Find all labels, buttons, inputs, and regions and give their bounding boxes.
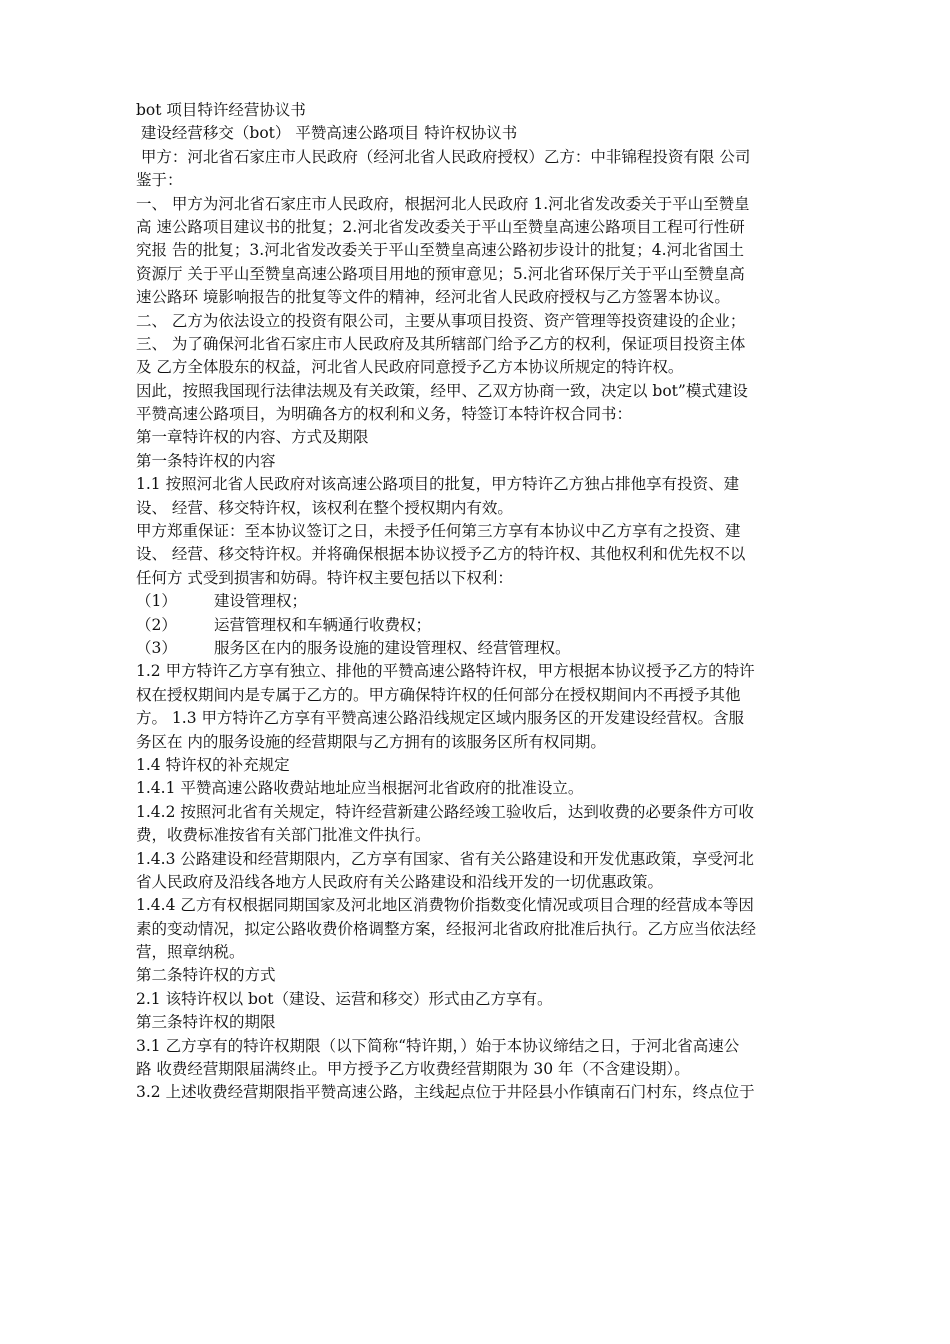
text-line: 任何方 式受到损害和妨碍。特许权主要包括以下权利：: [136, 568, 513, 587]
text-line: 一、 甲方为河北省石家庄市人民政府，根据河北人民政府 1.河北省发改委关于平山至赞皇: [136, 194, 750, 213]
text-line: 因此，按照我国现行法律法规及有关政策，经甲、乙双方协商一致，决定以 bot”模式建设: [136, 381, 748, 400]
document-body: [136, 99, 826, 1105]
text-line: 方。 1.3 甲方特许乙方享有平赞高速公路沿线规定区域内服务区的开发建设经营权。含服: [136, 709, 745, 728]
text-line: 1.4.2 按照河北省有关规定，特许经营新建公路经竣工验收后，达到收费的必要条件方可收: [136, 802, 754, 821]
list-item: [136, 590, 826, 613]
text-line: 费，收费标准按省有关部门批准文件执行。: [136, 826, 431, 845]
text-line: 资源厅 关于平山至赞皇高速公路项目用地的预审意见；5.河北省环保厅关于平山至赞皇高: [136, 264, 745, 283]
text-line: 设、 经营、移交特许权。并将确保根据本协议授予乙方的特许权、其他权利和优先权不以: [136, 545, 746, 564]
article-heading: 第三条特许权的期限: [136, 1013, 276, 1032]
article-heading: 第二条特许权的方式: [136, 966, 276, 985]
text-line: 甲方郑重保证：至本协议签订之日，未授予任何第三方享有本协议中乙方享有之投资、建: [136, 522, 741, 541]
text-line: 1.1 按照河北省人民政府对该高速公路项目的批复，甲方特许乙方独占排他享有投资、建: [136, 475, 740, 494]
list-item-number: （1）: [136, 592, 177, 611]
text-line: 务区在 内的服务设施的经营期限与乙方拥有的该服务区所有权同期。: [136, 732, 606, 751]
text-line: 1.2 甲方特许乙方享有独立、排他的平赞高速公路特许权，甲方根据本协议授予乙方的特许: [136, 662, 755, 681]
text-line: 1.4.4 乙方有权根据同期国家及河北地区消费物价指数变化情况或项目合理的经营成本等因: [136, 896, 754, 915]
text-line: 权在授权期间内是专属于乙方的。甲方确保特许权的任何部分在授权期间内不再授予其他: [136, 685, 741, 704]
whereas-label: 鉴于：: [136, 171, 183, 190]
agreement-heading: 建设经营移交（bot） 平赞高速公路项目 特许权协议书: [136, 124, 518, 143]
text-line: 及 乙方全体股东的权益，河北省人民政府同意授予乙方本协议所规定的特许权。: [136, 358, 684, 377]
text-line: 2.1 该特许权以 bot（建设、运营和移交）形式由乙方享有。: [136, 989, 553, 1008]
text-line: 二、 乙方为依法设立的投资有限公司，主要从事项目投资、资产管理等投资建设的企业；: [136, 311, 746, 330]
section-heading: 1.4 特许权的补充规定: [136, 755, 290, 774]
text-line: 速公路环 境影响报告的批复等文件的精神，经河北省人民政府授权与乙方签署本协议。: [136, 288, 730, 307]
text-line: 三、 为了确保河北省石家庄市人民政府及其所辖部门给予乙方的权利，保证项目投资主体: [136, 334, 746, 353]
list-item-text: 服务区在内的服务设施的建设管理权、经营管理权。: [214, 638, 571, 657]
text-line: 1.4.1 平赞高速公路收费站地址应当根据河北省政府的批准设立。: [136, 779, 584, 798]
text-line: 1.4.3 公路建设和经营期限内，乙方享有国家、省有关公路建设和开发优惠政策，享受河北: [136, 849, 754, 868]
parties-line: 甲方：河北省石家庄市人民政府（经河北省人民政府授权）乙方：中非锦程投资有限 公司: [136, 147, 751, 166]
text-line: 素的变动情况，拟定公路收费价格调整方案，经报河北省政府批准后执行。乙方应当依法经: [136, 919, 757, 938]
text-line: 高 速公路项目建议书的批复；2.河北省发改委关于平山至赞皇高速公路项目工程可行性研: [136, 217, 745, 236]
list-item-number: （3）: [136, 638, 177, 657]
text-line: 路 收费经营期限届满终止。甲方授予乙方收费经营期限为 30 年（不含建设期）。: [136, 1060, 690, 1079]
text-line: 3.1 乙方享有的特许权期限（以下简称“特许期，）始于本协议缔结之日，于河北省高速公: [136, 1036, 740, 1055]
list-item-number: （2）: [136, 615, 177, 634]
text-line: 平赞高速公路项目，为明确各方的权利和义务，特签订本特许权合同书：: [136, 405, 633, 424]
text-line: 究报 告的批复；3.河北省发改委关于平山至赞皇高速公路初步设计的批复；4.河北省国土: [136, 241, 745, 260]
chapter-heading: 第一章特许权的内容、方式及期限: [136, 428, 369, 447]
text-line: 3.2 上述收费经营期限指平赞高速公路，主线起点位于井陉县小作镇南石门村东，终点位于: [136, 1083, 755, 1102]
text-line: 设、 经营、移交特许权，该权利在整个授权期内有效。: [136, 498, 513, 517]
text-line: 营，照章纳税。: [136, 943, 245, 962]
list-item-text: 运营管理权和车辆通行收费权；: [214, 615, 432, 634]
list-item-text: 建设管理权；: [214, 592, 308, 611]
list-item: [136, 637, 826, 660]
text-line: 省人民政府及沿线各地方人民政府有关公路建设和沿线开发的一切优惠政策。: [136, 872, 664, 891]
doc-title: bot 项目特许经营协议书: [136, 101, 306, 119]
article-heading: 第一条特许权的内容: [136, 451, 276, 470]
list-item: [136, 614, 826, 637]
